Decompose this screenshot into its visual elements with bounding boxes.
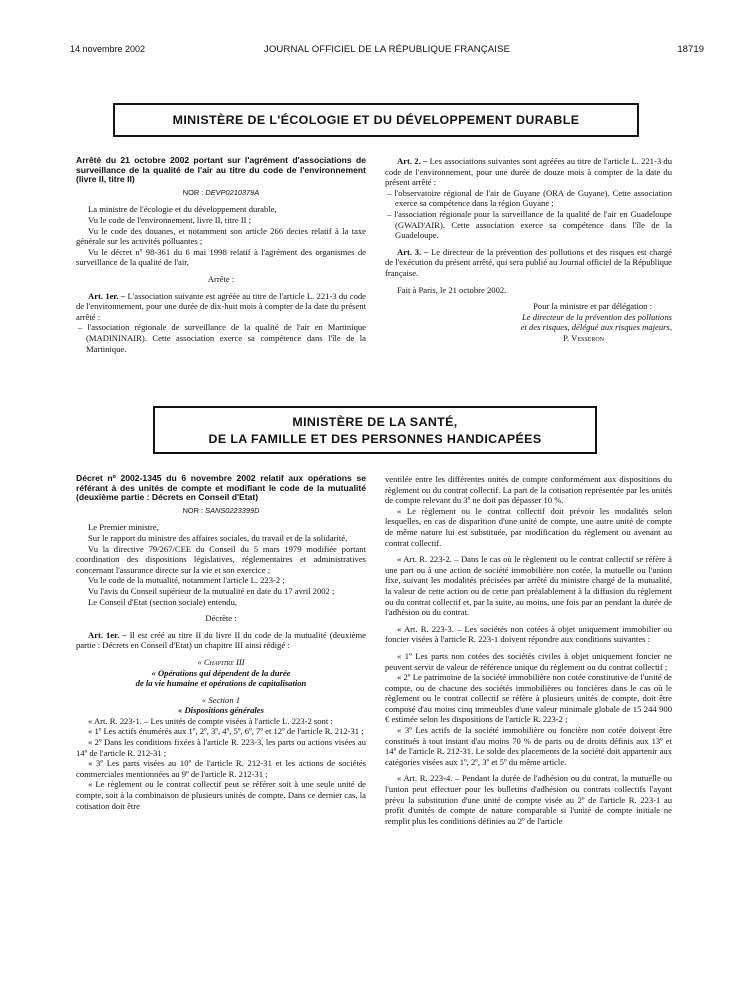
arrete-column-right — [385, 156, 672, 344]
page-header — [70, 44, 704, 58]
ministry-ecology-title: MINISTÈRE DE L'ÉCOLOGIE ET DU DÉVELOPPEMENT DURABLE — [172, 113, 580, 127]
decrete-word: Décrète : — [205, 613, 237, 624]
decret-paragraph: Vu la directive 79/267/CEE du Conseil du 5 mars 1979 modifiée portant coordination des dispositions législatives, réglementaires et administratives concernant l'assurance directe sur la vie et son exercice ; — [76, 543, 366, 575]
article-1-item: – l'association régionale de surveillance de la qualité de l'air en Martinique (MADININAIR). Cette association exerce sa compétence dans l'île de la Martinique. — [78, 322, 366, 354]
header-journal-title: JOURNAL OFFICIEL DE LA RÉPUBLIQUE FRANÇAISE — [263, 44, 511, 55]
ministry-health-title-line2: DE LA FAMILLE ET DES PERSONNES HANDICAPÉES — [208, 432, 542, 446]
nor-code: DEVP0210379A — [205, 187, 260, 197]
decret-paragraph: « Le règlement ou le contrat collectif doit prévoir les modalités selon lesquelles, en cas de disparition d'une unité de compte, une autre unité de compte de même nature lui est substituée, par modification du règlement ou avenant au contrat collectif. — [385, 505, 672, 548]
section-heading: « Section 1 — [201, 694, 241, 705]
chapter-title: de la vie humaine et opérations de capitalisation — [135, 678, 307, 689]
decret-column-right — [385, 474, 672, 826]
article-1 — [76, 291, 366, 323]
decret-paragraph: « 3º Les actifs de la société immobilière ou foncière non cotée doivent être constitués à tout instant d'au moins 70 % de parts ou de droits définis aux 13º et 14º de l'article R. 212-31. Le solde des placements de la société doit appartenir aux catégories visées aux 1º, 2º, 3º et 5º du même article. — [385, 725, 672, 767]
decret-paragraph: « 1º Les actifs énumérés aux 1º, 2º, 3º, 4º, 5º, 6º, 7º et 12º de l'article R. 212-31 ; — [88, 726, 364, 737]
decret-paragraph: Sur le rapport du ministre des affaires sociales, du travail et de la solidarité, — [88, 532, 348, 543]
article-text: Les associations suivantes sont agréées au titre de l'article L. 221-3 du code de l'environnement, pour une durée de douze mois à compter de la date du présent arrêté : — [385, 156, 672, 188]
article-text: Il est créé au titre II du livre II du code de la mutualité (deuxième partie : Décrets en Conseil d'Etat) un chapitre III ainsi rédigé : — [76, 629, 366, 651]
decret-paragraph: « Art. R. 223-2. – Dans le cas où le règlement ou le contrat collectif se réfère à une part ou à une action de société immobilière non cotée, la mutuelle ou l'union fixe, suivant les modalités précisées par arrêté du ministre chargé de la mutualité, la valeur de cette action ou de cette part préalablement à la diffusion du règlement ou du contrat collectif et, par la suite, au moins, une fois par an pendant la durée de l'adhésion ou du contrat. — [385, 554, 672, 618]
decret-paragraph: Vu l'avis du Conseil supérieur de la mutualité en date du 17 avril 2002 ; — [88, 585, 335, 596]
signature-line: et des risques, délégué aux risques majeurs, — [520, 322, 672, 333]
nor-code: SANS0223399D — [205, 505, 260, 515]
signature-line: Le directeur de la prévention des pollutions — [521, 311, 672, 322]
article-label: Art. 1er. – — [88, 629, 127, 640]
decret-paragraph: « 2º Le patrimoine de la société immobilière non cotée constitutive de l'unité de compte, ou de chacune des sociétés immobilières ou foncières dans le cas où le règlement ou le contrat collectif se réfère à plusieurs unités de compte, doit être composé d'au moins cinq immeubles d'une valeur minimale globale de 15 244 900 € estimée selon les dispositions de l'article R. 223-2 ; — [385, 672, 672, 725]
article-2 — [385, 156, 672, 188]
section-title: « Dispositions générales — [178, 705, 264, 716]
fait-a-paris: Fait à Paris, le 21 octobre 2002. — [397, 284, 507, 295]
arrete-title: Arrêté du 21 octobre 2002 portant sur l'agrément d'associations de surveillance de la qualité de l'air au titre du code de l'environnement (livre II, titre II) — [76, 155, 366, 185]
decret-paragraph: « Le règlement ou le contrat collectif peut se référer soit à une seule unité de compte, soit à la combinaison de plusieurs unités de compte. Dans ce dernier cas, la cotisation doit être — [76, 779, 366, 811]
chapter-heading: « Chapitre III — [197, 656, 245, 667]
decret-paragraph: « 3º Les parts visées au 10º de l'article R. 212-31 et les actions de sociétés commerciales mentionnées au 9º de l'article R. 212-31 ; — [76, 758, 366, 779]
arrete-paragraph: Vu le code de l'environnement, livre II, titre II ; — [88, 214, 252, 225]
arrete-nor — [76, 188, 366, 199]
article-text: L'association suivante est agréée au titre de l'article L. 221-3 du code de l'environnement, pour une durée de dix-huit mois à compter de la date du présent arrêté : — [76, 290, 366, 322]
decret-paragraph: « Art. R. 223-1. – Les unités de compte visées à l'article L. 223-2 sont : — [88, 715, 333, 726]
chapter-title: « Opérations qui dépendent de la durée — [151, 667, 291, 678]
decret-paragraph: « Art. R. 223-4. – Pendant la durée de l'adhésion ou du contrat, la mutuelle ou l'union peut effectuer pour les bulletins d'adhésion ou contrats collectifs l'ayant prévu la substitution d'une unité de compte visée au 2º de l'article R. 223-1 au profit d'unités de compte de nature comparable si l'unité de compte initiale ne remplit plus les conditions définies au 2º de l'article — [385, 773, 672, 826]
decret-title: Décret nº 2002-1345 du 6 novembre 2002 relatif aux opérations se référant à des unités de compte et modifiant le code de la mutualité (deuxième partie : Décrets en Conseil d'Etat) — [76, 473, 366, 503]
signatory-name: P. Vesseron — [563, 332, 604, 343]
decret-paragraph: Vu le code de la mutualité, notamment l'article L. 223-2 ; — [88, 575, 285, 586]
article-text: Le directeur de la prévention des pollutions et des risques est chargé de l'exécution du présent arrêté, qui sera publié au Journal officiel de la République française. — [385, 246, 672, 278]
arrete-paragraph: Vu le code des douanes, et notamment son article 266 decies relatif à la taxe générale sur les activités polluantes ; — [76, 225, 366, 247]
article-2-item: – l'observatoire régional de l'air de Guyane (ORA de Guyane). Cette association exerce sa compétence dans la région Guyane ; — [387, 187, 672, 209]
decret-paragraph: Le Premier ministre, — [88, 522, 159, 533]
nor-label: NOR : — [182, 187, 204, 197]
article-3 — [385, 247, 672, 279]
decret-paragraph: Le Conseil d'Etat (section sociale) entendu, — [88, 596, 238, 607]
arrete-paragraph: La ministre de l'écologie et du développement durable, — [88, 204, 277, 215]
decret-paragraph: « 1º Les parts non cotées des sociétés civiles à objet uniquement foncier ne peuvent servir de valeur de référence unique du règlement ou du contrat collectif ; — [385, 650, 672, 672]
article-label: Art. 3. – — [397, 246, 429, 257]
article-1 — [76, 630, 366, 651]
decret-paragraph: ventilée entre les différentes unités de compte conformément aux dispositions du règlement ou du contrat collectif. La part de la cotisation représentée par les unités de compte relevant du 3º ne doit pas dépasser 10 %. — [385, 474, 672, 506]
arrete-word: Arrête : — [207, 273, 235, 284]
decret-paragraph: « 2º Dans les conditions fixées à l'article R. 223-3, les parts ou actions visées au 14º de l'article R. 212-31 ; — [76, 737, 366, 758]
ministry-health-title-line1: MINISTÈRE DE LA SANTÉ, — [292, 415, 458, 429]
decret-column-left — [76, 474, 366, 811]
decret-paragraph: « Art. R. 223-3. – Les sociétés non cotées à objet uniquement immobilier ou foncier visées à l'article R. 223-1 doivent répondre aux conditions suivantes : — [385, 623, 672, 645]
nor-label: NOR : — [182, 505, 204, 515]
signature-line: Pour la ministre et par délégation : — [533, 301, 652, 312]
arrete-column-left — [76, 156, 366, 354]
header-page-number: 18719 — [677, 44, 704, 55]
ministry-ecology-box — [113, 103, 639, 137]
arrete-paragraph: Vu le décret nº 98-361 du 6 mai 1998 relatif à l'agrément des organismes de surveillance de la qualité de l'air, — [76, 246, 366, 268]
decret-nor — [76, 506, 366, 517]
header-date: 14 novembre 2002 — [70, 44, 146, 54]
article-label: Art. 1er. – — [88, 290, 126, 301]
ministry-health-box — [153, 406, 597, 454]
article-2-item: – l'association régionale pour la surveillance de la qualité de l'air en Guadeloupe (GWAD'AIR). Cette association exerce sa compétence dans l'île de la Guadeloupe. — [387, 208, 672, 241]
article-label: Art. 2. – — [397, 156, 428, 166]
